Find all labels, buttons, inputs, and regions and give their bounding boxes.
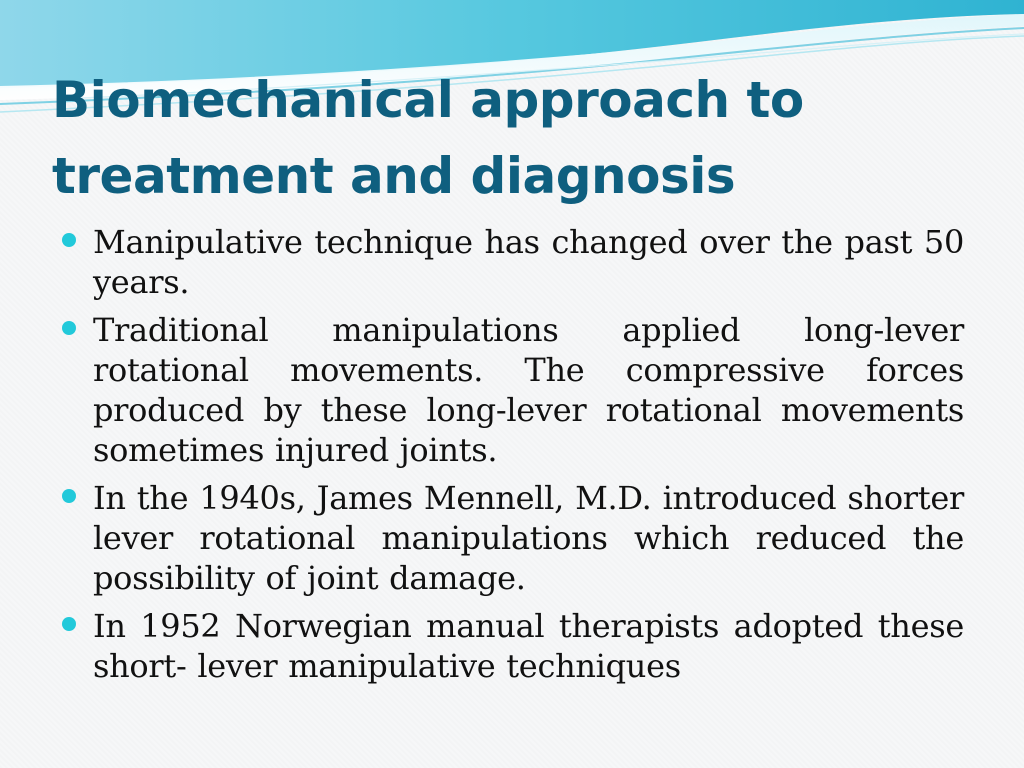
circle-bullet-icon [62, 489, 76, 503]
circle-bullet-icon [62, 617, 76, 631]
bullet-item [62, 222, 964, 302]
bullet-list [62, 222, 964, 694]
bullet-item [62, 478, 964, 598]
bullet-item [62, 606, 964, 686]
circle-bullet-icon [62, 233, 76, 247]
bullet-text: Traditional manipulations applied long-lever rotational movements. The compressive forces produced by these long-lever rotational movements sometimes injured joints. [93, 311, 964, 469]
circle-bullet-icon [62, 321, 76, 335]
slide-title: Biomechanical approach to treatment and diagnosis [52, 71, 804, 205]
bullet-text: In 1952 Norwegian manual therapists adopted these short- lever manipulative techniques [93, 607, 964, 685]
bullet-text: Manipulative technique has changed over the past 50 years. [93, 223, 964, 301]
bullet-item [62, 310, 964, 470]
bullet-text: In the 1940s, James Mennell, M.D. introduced shorter lever rotational manipulations which reduced the possibility of joint damage. [93, 479, 964, 597]
